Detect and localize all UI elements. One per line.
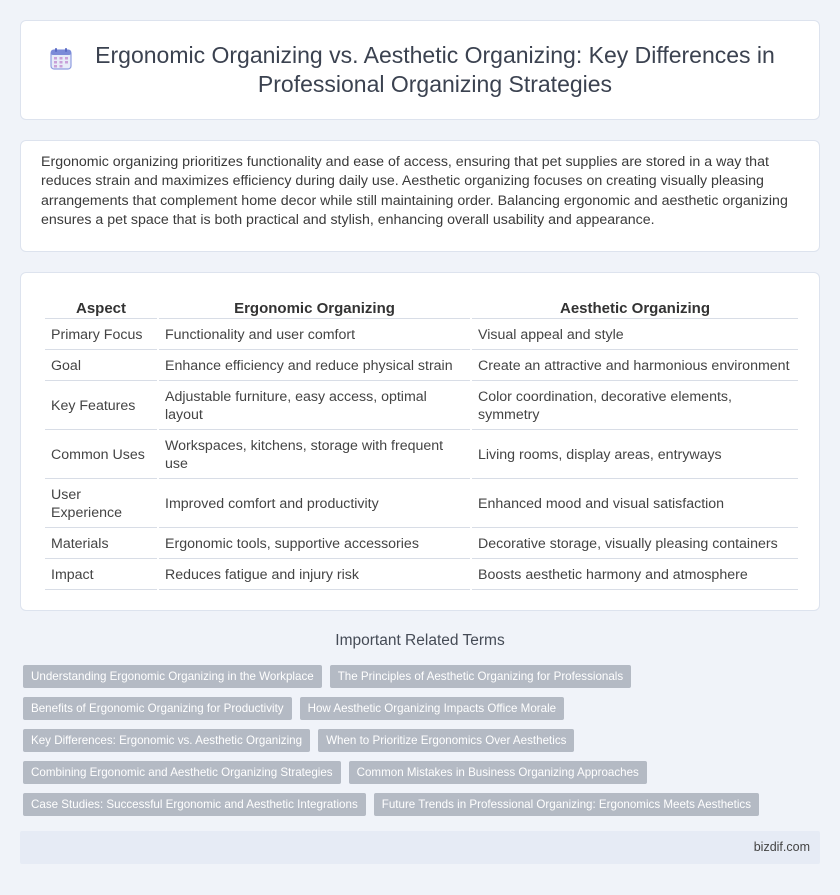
related-term-tag[interactable]: How Aesthetic Organizing Impacts Office Morale — [300, 697, 565, 720]
related-terms-title: Important Related Terms — [335, 632, 505, 649]
related-term-tag[interactable]: Benefits of Ergonomic Organizing for Productivity — [23, 697, 292, 720]
table-cell-aspect: Materials — [45, 528, 157, 559]
table-row — [45, 559, 798, 590]
table-cell-ergonomic: Adjustable furniture, easy access, optimal layout — [159, 381, 470, 430]
table-cell-ergonomic: Workspaces, kitchens, storage with frequent use — [159, 430, 470, 479]
related-term-tag[interactable]: Future Trends in Professional Organizing: Ergonomics Meets Aesthetics — [374, 793, 759, 816]
table-cell-ergonomic: Functionality and user comfort — [159, 319, 470, 350]
table-cell-aesthetic: Visual appeal and style — [472, 319, 798, 350]
related-term-tag[interactable]: Common Mistakes in Business Organizing Approaches — [349, 761, 647, 784]
footer — [20, 831, 820, 864]
table-header-row — [45, 293, 798, 319]
table-cell-aspect: Common Uses — [45, 430, 157, 479]
column-header-aesthetic: Aesthetic Organizing — [472, 293, 798, 319]
table-cell-aesthetic: Boosts aesthetic harmony and atmosphere — [472, 559, 798, 590]
table-cell-aesthetic: Decorative storage, visually pleasing containers — [472, 528, 798, 559]
table-cell-ergonomic: Enhance efficiency and reduce physical strain — [159, 350, 470, 381]
intro-paragraph: Ergonomic organizing prioritizes functionality and ease of access, ensuring that pet supplies are stored in a way that reduces strain and maximizes efficiency during daily use. Aesthetic organizing focuses on creating visually pleasing arrangements that complement home decor while still maintaining order. Balancing ergonomic and aesthetic organizing ensures a pet space that is both practical and stylish, enhancing overall usability and appearance. — [41, 154, 788, 229]
table-row — [45, 350, 798, 381]
table-cell-aesthetic: Enhanced mood and visual satisfaction — [472, 479, 798, 528]
footer-site-link[interactable]: bizdif.com — [753, 840, 810, 854]
related-term-tag[interactable]: Understanding Ergonomic Organizing in the Workplace — [23, 665, 322, 688]
table-cell-aesthetic: Create an attractive and harmonious environment — [472, 350, 798, 381]
table-cell-aesthetic: Living rooms, display areas, entryways — [472, 430, 798, 479]
intro-card — [20, 140, 820, 252]
comparison-table — [43, 293, 800, 590]
table-cell-ergonomic: Reduces fatigue and injury risk — [159, 559, 470, 590]
table-cell-ergonomic: Ergonomic tools, supportive accessories — [159, 528, 470, 559]
table-cell-ergonomic: Improved comfort and productivity — [159, 479, 470, 528]
related-term-tag[interactable]: Combining Ergonomic and Aesthetic Organizing Strategies — [23, 761, 341, 784]
table-cell-aspect: User Experience — [45, 479, 157, 528]
table-cell-aspect: Key Features — [45, 381, 157, 430]
table-row — [45, 381, 798, 430]
header-card — [20, 20, 820, 120]
related-term-tag[interactable]: The Principles of Aesthetic Organizing for Professionals — [330, 665, 631, 688]
table-row — [45, 479, 798, 528]
table-row — [45, 319, 798, 350]
table-row — [45, 430, 798, 479]
table-cell-aspect: Goal — [45, 350, 157, 381]
table-cell-aesthetic: Color coordination, decorative elements, symmetry — [472, 381, 798, 430]
column-header-aspect: Aspect — [45, 293, 157, 319]
column-header-ergonomic: Ergonomic Organizing — [159, 293, 470, 319]
related-term-tag[interactable]: Key Differences: Ergonomic vs. Aesthetic Organizing — [23, 729, 310, 752]
table-cell-aspect: Primary Focus — [45, 319, 157, 350]
table-cell-aspect: Impact — [45, 559, 157, 590]
related-term-tag[interactable]: Case Studies: Successful Ergonomic and Aesthetic Integrations — [23, 793, 366, 816]
comparison-table-card — [20, 272, 820, 611]
page-title: Ergonomic Organizing vs. Aesthetic Organizing: Key Differences in Professional Organizing Strategies — [95, 42, 775, 97]
related-terms-tags — [23, 665, 813, 825]
table-row — [45, 528, 798, 559]
related-term-tag[interactable]: When to Prioritize Ergonomics Over Aesthetics — [318, 729, 574, 752]
